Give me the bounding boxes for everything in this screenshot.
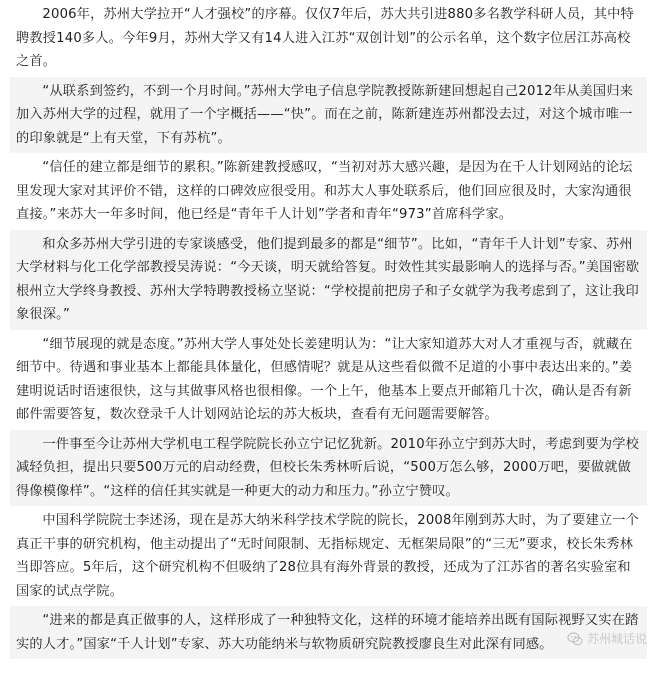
watermark (567, 630, 647, 647)
paragraph-7: 中国科学院院士李述汤，现在是苏大纳米科学技术学院的院长，2008年刚到苏大时，为了要建立一个真正干事的研究机构，他主动提出了“无时间限制、无指标规定、无框架局限”的“三无”要求，校长朱秀林当即答应。5年后，这个研究机构不但吸纳了28位具有海外背景的教授，还成为了江苏省的著名实验室和国家的试点学院。 (16, 513, 640, 599)
watermark-text: 苏州城话说 (586, 632, 647, 646)
paragraph-2: “从联系到签约，不到一个月时间。”苏州大学电子信息学院教授陈新建回想起自己2012年从美国归来加入苏州大学的过程，就用了一个字概括——“快”。而在之前，陈新建连苏州都没去过，对这个城市唯一的印象就是“上有天堂，下有苏杭”。 (10, 77, 647, 154)
paragraph-6: 一件事至今让苏州大学机电工程学院院长孙立宁记忆犹新。2010年孙立宁到苏大时，考虑到要为学校减轻负担，提出只要500万元的启动经费，但校长朱秀林听后说，“500万怎么够，2000万吧，要做就做得像模像样”。“这样的信任其实就是一种更大的动力和压力。”孙立宁赞叹。 (10, 430, 647, 507)
wechat-icon (567, 631, 583, 647)
paragraph-1: 2006年，苏州大学拉开“人才强校”的序幕。仅仅7年后，苏大共引进880多名教学科研人员，其中特聘教授140多人。今年9月，苏州大学又有14人进入江苏“双创计划”的公示名单，这个数字位居江苏高校之首。 (16, 7, 634, 69)
paragraph-5: “细节展现的就是态度。”苏州大学人事处处长姜建明认为：“让大家知道苏大对人才重视与否，就藏在细节中。待遇和事业基本上都能具体量化，但感情呢？就是从这些看似微不足道的小事中表达出来的。”姜建明说话时语速很快，这与其做事风格也很相像。一个上午，他基本上要点开邮箱几十次，确认是否有新邮件需要答复，数次登录千人计划网站论坛的苏大板块，查看有无问题需要解答。 (16, 336, 633, 422)
paragraph-4: 和众多苏州大学引进的专家谈感受，他们提到最多的都是“细节”。比如，“青年千人计划”专家、苏州大学材料与化工化学部教授吴涛说：“今天谈，明天就给答复。时效性其实最影响人的选择与否。”美国密歇根州立大学终身教授、苏州大学特聘教授杨立坚说：“学校提前把房子和子女就学为我考虑到了，这让我印象很深。” (10, 230, 647, 330)
paragraph-8: “进来的都是真正做事的人，这样形成了一种独特文化，这样的环境才能培养出既有国际视野又实在踏实的人才。”国家“千人计划”专家、苏大功能纳米与软物质研究院教授廖良生对此深有同感。 (10, 606, 647, 659)
paragraph-3: “信任的建立都是细节的累积。”陈新建教授感叹，“当初对苏大感兴趣，是因为在千人计划网站的论坛里发现大家对其评价不错，这样的口碑效应很受用。和苏大人事处联系后，他们回应很及时，大家沟通很直接。”来苏大一年多时间，他已经是“青年千人计划”学者和青年“973”首席科学家。 (16, 160, 633, 222)
